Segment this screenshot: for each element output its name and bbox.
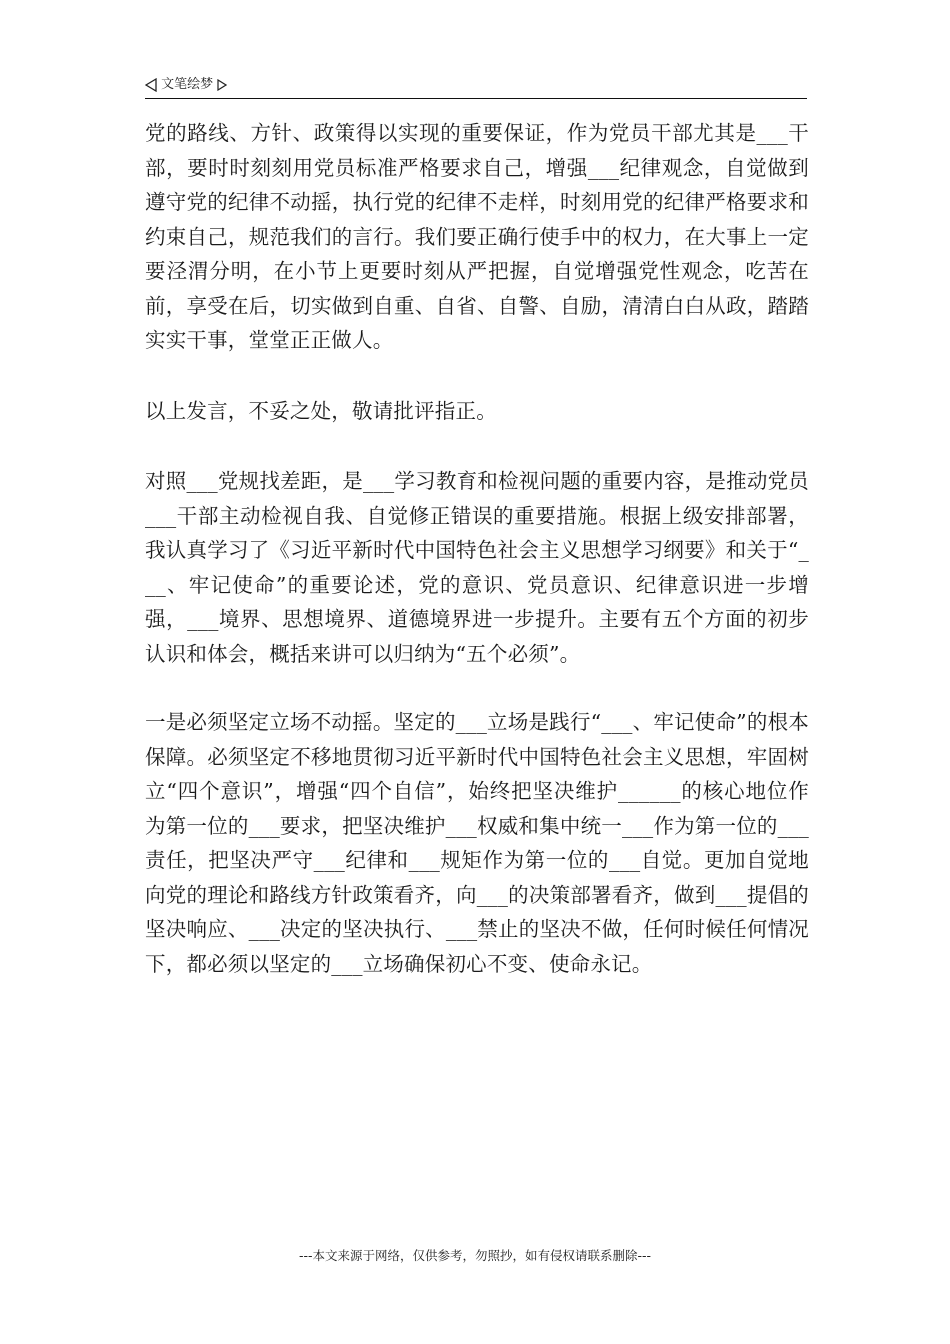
paragraph-closing-remark: 以上发言，不妥之处，敬请批评指正。 [145, 398, 497, 423]
header-brand [145, 76, 227, 94]
paragraph-firm-stance: 一是必须坚定立场不动摇。坚定的___立场是践行“___、牢记使命”的根本保障。必须坚定不移地贯彻习近平新时代中国特色社会主义思想，牢固树立“四个意识”，增强“四个自信”，始终把坚决维护______的核心地位作为第一位的___要求，把坚决维护___权威和集中统一___作为第一位的___责任，把坚决严守___纪律和___规矩作为第一位的___自觉。更加自觉地向党的理论和路线方针政策看齐，向___的决策部署看齐，做到___提倡的坚决响应、___决定的坚决执行、___禁止的坚决不做，任何时候任何情况下，都必须以坚定的___立场确保初心不变、使命永记。 [145, 710, 809, 976]
footer-disclaimer: ---本文来源于网络，仅供参考，勿照抄，如有侵权请联系删除--- [298, 1248, 652, 1263]
brand-name: 文笔绘梦 [161, 77, 214, 92]
page-header [145, 74, 807, 99]
right-triangle-icon [217, 79, 227, 91]
paragraph-study-reflection: 对照___党规找差距，是___学习教育和检视问题的重要内容，是推动党员___干部主动检视自我、自觉修正错误的重要措施。根据上级安排部署，我认真学习了《习近平新时代中国特色社会主义思想学习纲要》和关于“___、牢记使命”的重要论述，党的意识、党员意识、纪律意识进一步增强，___境界、思想境界、道德境界进一步提升。主要有五个方面的初步认识和体会，概括来讲可以归纳为“五个必须”。 [145, 469, 809, 666]
paragraph-party-discipline: 党的路线、方针、政策得以实现的重要保证，作为党员干部尤其是___干部，要时时刻刻用党员标准严格要求自己，增强___纪律观念，自觉做到遵守党的纪律不动摇，执行党的纪律不走样，时刻用党的纪律严格要求和约束自己，规范我们的言行。我们要正确行使手中的权力，在大事上一定要泾渭分明，在小节上更要时刻从严把握，自觉增强党性观念，吃苦在前，享受在后，切实做到自重、自省、自警、自励，清清白白从政，踏踏实实干事，堂堂正正做人。 [145, 121, 809, 352]
document-body [145, 116, 809, 981]
left-triangle-icon [145, 78, 157, 92]
